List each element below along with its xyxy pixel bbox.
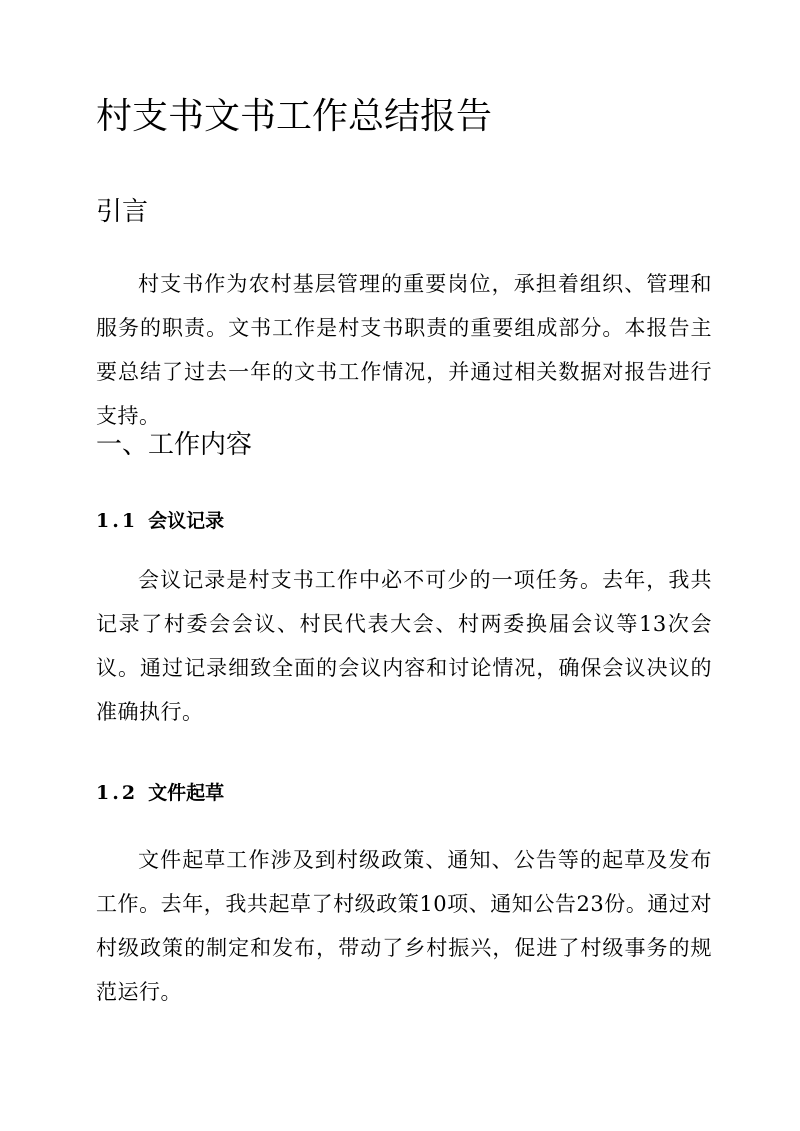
subsection-1-1-title: 会议记录	[148, 510, 225, 532]
subsection-1-2-number: 1.2	[96, 782, 139, 804]
subsection-1-2-title: 文件起草	[148, 782, 225, 804]
subsection-1-1-heading	[96, 506, 224, 536]
document-title: 村支书文书工作总结报告	[96, 96, 493, 137]
section-1-heading: 一、工作内容	[96, 430, 253, 460]
intro-heading: 引言	[96, 197, 149, 227]
subsection-1-1-number: 1.1	[96, 510, 139, 532]
intro-paragraph: 村支书作为农村基层管理的重要岗位，承担着组织、管理和服务的职责。文书工作是村支书职责的重要组成部分。本报告主要总结了过去一年的文书工作情况，并通过相关数据对报告进行支持。	[96, 272, 712, 428]
subsection-1-2-paragraph: 文件起草工作涉及到村级政策、通知、公告等的起草及发布工作。去年，我共起草了村级政策10项、通知公告23份。通过对村级政策的制定和发布，带动了乡村振兴，促进了村级事务的规范运行。	[96, 848, 712, 1004]
subsection-1-2-heading	[96, 778, 224, 808]
subsection-1-1-paragraph: 会议记录是村支书工作中必不可少的一项任务。去年，我共记录了村委会会议、村民代表大会、村两委换届会议等13次会议。通过记录细致全面的会议内容和讨论情况，确保会议决议的准确执行。	[96, 568, 712, 724]
